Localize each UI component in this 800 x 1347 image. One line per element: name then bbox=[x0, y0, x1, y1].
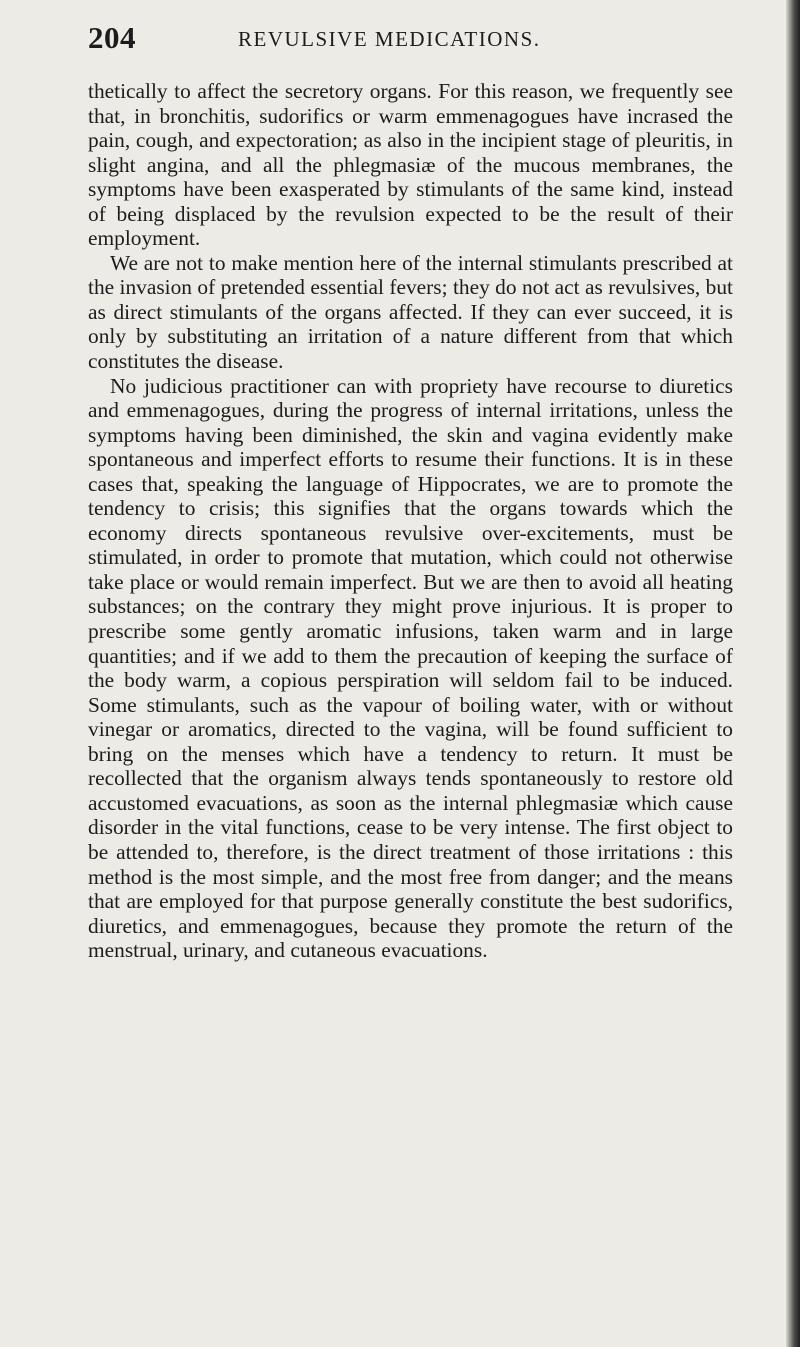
page-header bbox=[88, 18, 728, 58]
paragraph: We are not to make mention here of the internal stimulants prescribed at the invasion of pretended essential fevers; they do not act as revulsives, but as direct stimulants of the organs affected. If they can ever succeed, it is only by substituting an irritation of a nature different from that which constitutes the disease. bbox=[88, 250, 733, 374]
body-text bbox=[88, 79, 733, 963]
running-head: REVULSIVE MEDICATIONS. bbox=[238, 27, 541, 51]
page-edge-shadow bbox=[786, 0, 800, 1347]
page-number: 204 bbox=[88, 20, 136, 55]
paragraph-continued: thetically to affect the secretory organs. For this reason, we frequently see that, in bronchitis, sudorifics or warm emmenagogues have incrased the pain, cough, and expectoration; as also in the incipient stage of pleuritis, in slight angina, and all the phlegmasiæ of the mucous membranes, the symptoms have been exasperated by stimulants of the same kind, instead of being displaced by the revulsion expected to be the result of their employment. bbox=[88, 79, 733, 251]
paragraph: No judicious practitioner can with propriety have recourse to diuretics and emmenagogues, during the progress of internal irritations, unless the symptoms having been diminished, the skin and vagina evidently make spontaneous and imperfect efforts to resume their functions. It is in these cases that, speaking the language of Hippocrates, we are to promote the tendency to crisis; this signifies that the organs towards which the economy directs spontaneous revulsive over-excitements, must be stimulated, in order to promote that mutation, which could not otherwise take place or would remain imperfect. But we are then to avoid all heating substances; on the contrary they might prove injurious. It is proper to prescribe some gently aromatic infusions, taken warm and in large quantities; and if we add to them the precaution of keeping the surface of the body warm, a copious perspiration will seldom fail to be induced. Some stimulants, such as the vapour of boiling water, with or without vinegar or aromatics, directed to the vagina, will be found sufficient to bring on the menses which have a tendency to return. It must be recollected that the organism always tends spontaneously to restore old accustomed evacuations, as soon as the internal phlegmasiæ which cause disorder in the vital functions, cease to be very intense. The first object to be attended to, therefore, is the direct treatment of those irritations : this method is the most simple, and the most free from danger; and the means that are employed for that purpose generally constitute the best sudorifics, diuretics, and emmenagogues, because they promote the return of the menstrual, urinary, and cutaneous evacuations. bbox=[88, 373, 733, 963]
